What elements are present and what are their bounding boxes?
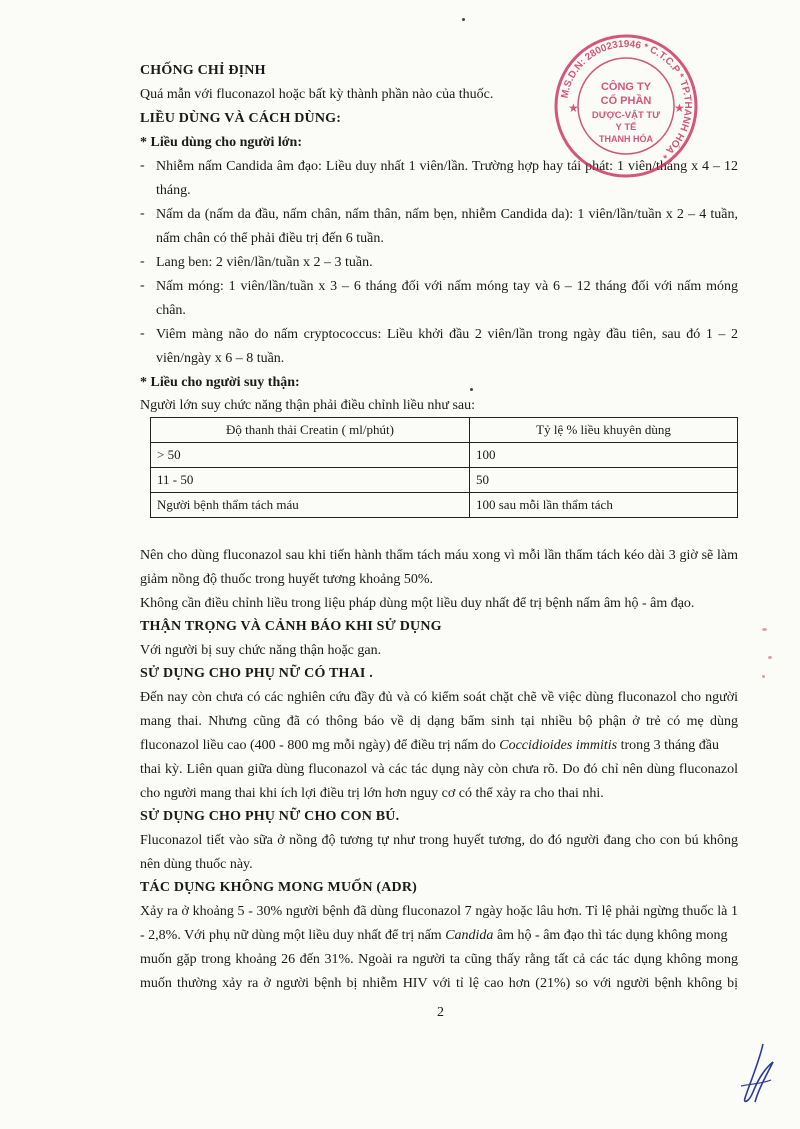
- bullet-dash: -: [140, 158, 145, 173]
- svg-text:★: ★: [568, 101, 579, 115]
- adult-item-4-line2: chân.: [156, 303, 186, 318]
- scan-speck: [462, 18, 465, 21]
- table-row: [151, 468, 738, 493]
- table-cell: > 50: [151, 443, 470, 468]
- pregnancy-l3-pre: fluconazol liều cao (400 - 800 mg mỗi ngày) để điều trị nấm do: [140, 738, 500, 753]
- after-table-text-1a: Nên cho dùng fluconazol sau khi tiến hành thẩm tách máu xong vì mỗi lần thẩm tách kéo dài 3 giờ sẽ làm: [140, 548, 738, 563]
- page-number: 2: [437, 1005, 444, 1020]
- svg-text:Y TẾ: Y TẾ: [615, 122, 637, 133]
- adult-item-2-line2: nấm chân có thể phải điều trị đến 6 tuần.: [156, 231, 384, 246]
- adult-item-1-line2: tháng.: [156, 183, 191, 198]
- adr-text-l4: muốn thường xảy ra ở người bệnh bị nhiễm HIV với tỉ lệ cao hơn (21%) so với người bệnh không bị: [140, 976, 738, 991]
- svg-text:CÔNG TY: CÔNG TY: [600, 81, 652, 93]
- table-cell: 100: [470, 443, 738, 468]
- bullet-dash: -: [140, 278, 145, 293]
- scan-speck: [470, 388, 473, 391]
- adr-l2-pre: - 2,8%. Với phụ nữ dùng một liều duy nhất để trị nấm: [140, 928, 446, 943]
- svg-text:DƯỢC-VẬT TƯ: DƯỢC-VẬT TƯ: [591, 110, 661, 121]
- pregnancy-l3-italic: Coccidioides immitis: [499, 738, 618, 753]
- company-stamp-icon: [552, 32, 700, 180]
- adult-dosage-heading: * Liều dùng cho người lớn:: [140, 135, 303, 150]
- after-table-text-1b: giảm nồng độ thuốc trong huyết tương khoảng 50%.: [140, 572, 434, 587]
- adult-item-5-line1: Viêm màng não do nấm cryptococcus: Liều khởi đầu 2 viên/lần trong ngày đầu tiên, sau đó 1 – 2: [156, 327, 738, 342]
- table-header-row: [151, 418, 738, 443]
- table-cell: 11 - 50: [151, 468, 470, 493]
- contraindications-heading: CHỐNG CHỈ ĐỊNH: [140, 63, 266, 78]
- scan-speck: [762, 675, 765, 678]
- renal-dosage-table: [150, 417, 738, 518]
- pregnancy-heading: SỬ DỤNG CHO PHỤ NỮ CÓ THAI .: [140, 666, 373, 681]
- bullet-dash: -: [140, 326, 145, 341]
- adult-item-1-line1: Nhiễm nấm Candida âm đạo: Liều duy nhất 1 viên/lần. Trường hợp hay tái phát: 1 viên/tháng x 4 – 12: [156, 159, 738, 174]
- adult-item-5-line2: viên/ngày x 6 – 8 tuần.: [156, 351, 285, 366]
- after-table-text-2: Không cần điều chỉnh liều trong liệu pháp dùng một liều duy nhất để trị bệnh nấm âm hộ - âm đạo.: [140, 596, 695, 611]
- table-header-cell: Tỷ lệ % liều khuyên dùng: [470, 418, 738, 443]
- table-cell: 50: [470, 468, 738, 493]
- renal-intro: Người lớn suy chức năng thận phải điều chỉnh liều như sau:: [140, 398, 476, 413]
- signature-icon: [733, 1040, 783, 1110]
- table-row: [151, 493, 738, 518]
- adult-item-3-line1: Lang ben: 2 viên/lần/tuần x 2 – 3 tuần.: [156, 255, 373, 270]
- table-row: [151, 443, 738, 468]
- adr-l2-italic: Candida: [445, 928, 494, 943]
- scan-speck: [762, 628, 767, 631]
- adr-text-l1: Xảy ra ở khoảng 5 - 30% người bệnh đã dùng fluconazol 7 ngày hoặc lâu hơn. Tỉ lệ phải ngừng thuốc là 1: [140, 904, 738, 919]
- table-cell: Người bệnh thẩm tách máu: [151, 493, 470, 518]
- adr-heading: TÁC DỤNG KHÔNG MONG MUỐN (ADR): [140, 880, 418, 895]
- pregnancy-l3-post: trong 3 tháng đầu: [617, 738, 719, 753]
- adr-text-l3: muốn gặp trong khoảng 26 đến 31%. Ngoài ra người ta cũng thấy rằng tất cả các tác dụng không mong: [140, 952, 738, 967]
- renal-dosage-heading: * Liều cho người suy thận:: [140, 375, 300, 390]
- svg-text:THANH HÓA: THANH HÓA: [599, 134, 653, 144]
- bullet-dash: -: [140, 254, 145, 269]
- adr-l2-post: âm hộ - âm đạo thì tác dụng không mong: [493, 928, 728, 943]
- contraindications-text: Quá mẫn với fluconazol hoặc bất kỳ thành phần nào của thuốc.: [140, 87, 494, 102]
- scan-speck: [768, 656, 772, 659]
- pregnancy-text-l1: Đến nay còn chưa có các nghiên cứu đầy đủ và có kiểm soát chặt chẽ về việc dùng fluconazol cho người: [140, 690, 738, 705]
- breastfeeding-heading: SỬ DỤNG CHO PHỤ NỮ CHO CON BÚ.: [140, 809, 400, 824]
- pregnancy-text-l4: thai kỳ. Liên quan giữa dùng fluconazol và các tác dụng này còn chưa rõ. Do đó chỉ nên dùng fluconazol: [140, 762, 738, 777]
- table-cell: 100 sau mỗi lần thẩm tách: [470, 493, 738, 518]
- breastfeeding-text-l1: Fluconazol tiết vào sữa ở nồng độ tương tự như trong huyết tương, do đó người đang cho con bú không: [140, 833, 738, 848]
- dosage-heading: LIỀU DÙNG VÀ CÁCH DÙNG:: [140, 111, 342, 126]
- pregnancy-text-l3: [140, 737, 738, 755]
- pregnancy-text-l2: mang thai. Nhưng cũng đã có thông báo về dị dạng bẩm sinh tại nhiều bộ phận ở trẻ có mẹ dùng: [140, 714, 738, 729]
- adult-item-2-line1: Nấm da (nấm da đầu, nấm chân, nấm thân, nấm bẹn, nhiễm Candida da): 1 viên/lần/tuần x 2 – 4 tuần,: [156, 207, 738, 222]
- adr-text-l2: [140, 927, 738, 945]
- precautions-heading: THẬN TRỌNG VÀ CẢNH BÁO KHI SỬ DỤNG: [140, 619, 442, 634]
- table-header-cell: Độ thanh thải Creatin ( ml/phút): [151, 418, 470, 443]
- adult-item-4-line1: Nấm móng: 1 viên/lần/tuần x 3 – 6 tháng đối với nấm móng tay và 6 – 12 tháng đối với nấm móng: [156, 279, 738, 294]
- bullet-dash: -: [140, 206, 145, 221]
- svg-text:★: ★: [674, 101, 685, 115]
- precautions-text: Với người bị suy chức năng thận hoặc gan.: [140, 643, 382, 658]
- svg-text:CỔ PHẦN: CỔ PHẦN: [600, 95, 652, 107]
- breastfeeding-text-l2: nên dùng thuốc này.: [140, 857, 253, 872]
- pregnancy-text-l5: cho người mang thai khi ích lợi điều trị lớn hơn nguy cơ có thể xảy ra cho thai nhi.: [140, 786, 604, 801]
- svg-text:M.S.D.N: 2800231946 * C.T.C.P: M.S.D.N: 2800231946 * C.T.C.P * TP.THANH HÓA *: [559, 38, 694, 161]
